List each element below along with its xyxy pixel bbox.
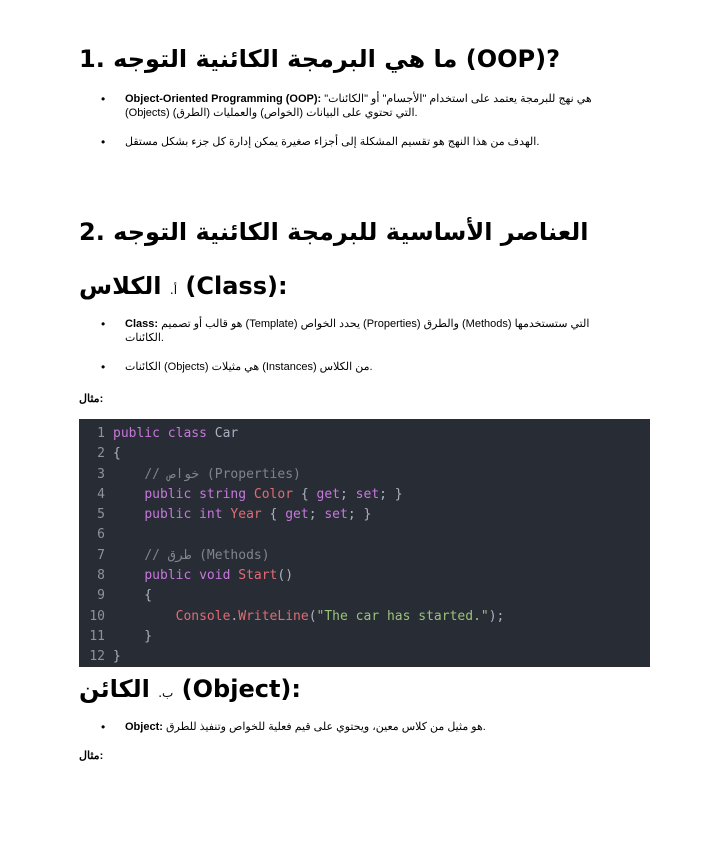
class-subheading [79,271,619,305]
code-token [191,507,199,522]
line-number: 12 [89,649,105,665]
code-line [79,627,650,647]
example-label: مثال: [79,393,104,405]
object-subheading-prefix: ب. [158,686,174,700]
bullet-term: Object-Oriented Programming (OOP): [125,93,322,105]
code-line [79,505,650,525]
bullet-text: الكائنات (Objects) هي مثيلات (Instances) من الكلاس. [125,361,373,373]
code-line [79,444,650,464]
code-token: public [144,486,192,502]
code-block [79,419,650,667]
code-token [113,487,144,502]
code-token: // طرق (Methods) [144,547,270,563]
code-line [79,586,650,606]
code-line [79,465,650,485]
code-token: () [277,568,294,584]
line-number: 3 [97,466,105,482]
object-bullets [79,720,624,749]
code-token [113,609,176,624]
code-token: Car [206,426,239,441]
code-token: public [144,568,192,584]
code-line [79,485,650,505]
line-number: 2 [97,446,105,462]
code-token [246,487,254,502]
bullet-object-definition [79,720,624,734]
line-number: 1 [97,426,105,441]
code-token: Console [175,608,231,624]
bullet-text: "هي نهج للبرمجة يعتمد على استخدام "الأجسام" أو "الكائنات (Objects) التي تحتوي على البيانات (الخواص) والعمليات (الطرق). [125,93,592,119]
code-token [191,568,199,583]
code-token: get [285,507,309,523]
code-token: set [355,486,380,502]
code-line [79,525,650,545]
line-number: 10 [89,608,105,624]
code-token [160,426,168,441]
code-token [191,487,199,502]
line-number: 7 [97,547,105,563]
code-line [79,546,650,566]
code-line [79,566,650,586]
code-token: Year [230,507,262,523]
code-token [113,568,144,583]
section-2-heading: 2. العناصر الأساسية للبرمجة الكائنية التوجه [79,218,589,246]
code-token: { [261,507,286,523]
bullet-text: الهدف من هذا النهج هو تقسيم المشكلة إلى أجزاء صغيرة يمكن إدارة كل جزء بشكل مستقل. [125,136,540,148]
code-token: WriteLine [238,608,309,624]
code-token: ( [308,608,317,624]
bullet-class-instances [79,360,624,374]
line-number: 8 [97,568,105,584]
code-token: { [293,486,317,502]
line-number: 4 [97,486,105,502]
line-number: 6 [97,527,105,543]
code-token: string [199,486,247,502]
code-token: ; [340,486,356,502]
example-label-2: مثال: [79,750,104,762]
code-token: set [324,507,348,523]
code-token: ; } [347,507,372,523]
code-line [79,424,650,444]
code-token: void [199,568,231,584]
code-token: public [113,426,160,441]
code-token: { [113,588,153,604]
code-token [113,467,144,482]
code-token: "The car has started." [316,608,489,624]
section-1-bullets [79,92,624,164]
code-token: Color [253,486,294,502]
code-token: public [144,507,192,523]
bullet-oop-goal [79,135,624,149]
code-token: Start [238,568,278,584]
code-token: ); [488,608,505,624]
bullet-class-definition [79,317,624,345]
bullet-text: هو قالب أو تصميم (Template) يحدد الخواص (Properties) والطرق (Methods) التي ستستخدمها الكائنات. [125,318,590,344]
code-token: } [113,628,153,644]
code-token: . [230,608,239,624]
bullet-text: هو مثيل من كلاس معين، ويحتوي على قيم فعلية للخواص وتنفيذ للطرق. [162,721,486,733]
bullet-term: Class: [125,318,159,330]
code-line [79,647,650,667]
object-subheading-title: الكائن (Object): [79,675,301,703]
class-subheading-prefix: أ. [169,283,178,297]
line-number: 11 [89,628,105,644]
class-subheading-title: الكلاس (Class): [79,272,288,300]
code-token: // خواص (Properties) [144,466,301,482]
code-token: ; [308,507,325,523]
bullet-oop-definition [79,92,624,120]
object-subheading [79,674,619,708]
line-number: 9 [97,588,105,604]
line-number: 5 [97,507,105,523]
code-token: get [316,486,341,502]
code-token: int [199,507,223,523]
class-bullets [79,317,624,389]
code-token: } [113,649,121,665]
code-token: class [167,426,207,441]
code-token: { [113,446,121,462]
code-token [113,507,144,522]
bullet-term: Object: [125,721,163,733]
code-line [79,607,650,627]
code-token [113,548,144,563]
code-token: ; } [379,486,403,502]
section-1-heading: 1. ما هي البرمجة الكائنية التوجه (OOP)? [79,45,560,73]
